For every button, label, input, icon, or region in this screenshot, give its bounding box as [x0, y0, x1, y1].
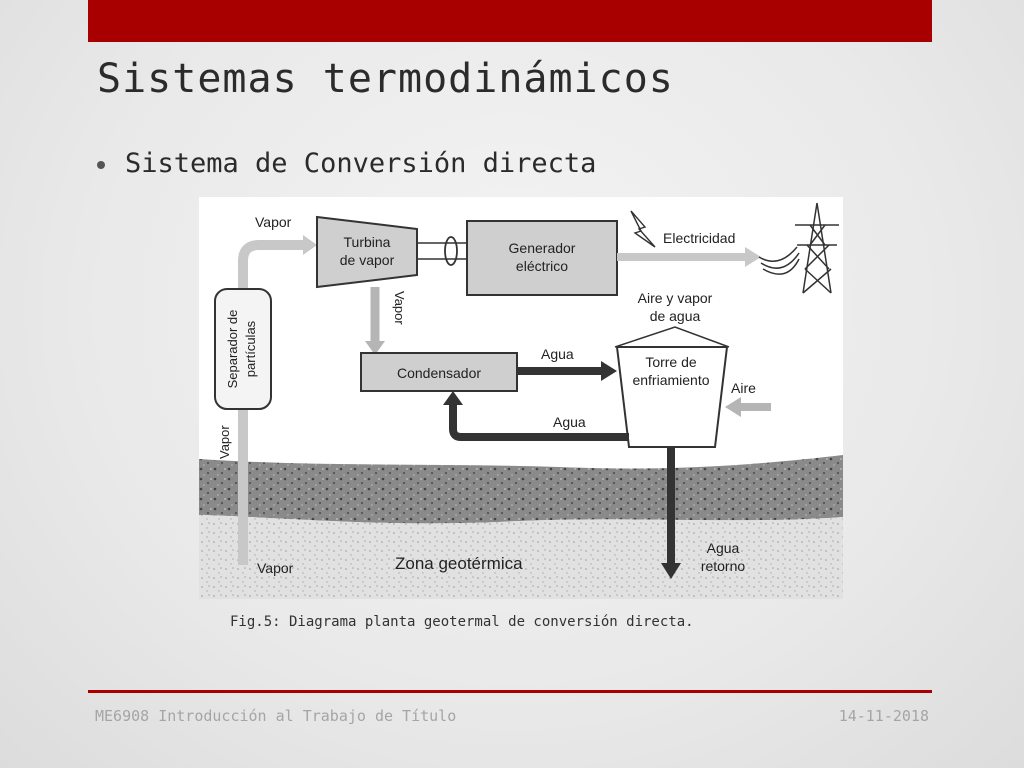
electricity-arrowhead: [745, 247, 761, 267]
generator-label-2: eléctrico: [515, 258, 569, 274]
rotation-icon: [445, 237, 457, 265]
turbine-label-1: Turbina: [343, 234, 391, 250]
air-label: Aire: [731, 380, 756, 396]
bullet-dot-icon: [97, 161, 105, 169]
electricity-label: Electricidad: [663, 230, 736, 246]
water-return-label-2: retorno: [700, 558, 746, 574]
bullet-item: [97, 148, 596, 179]
geothermal-zone-label: Zona geotérmica: [395, 554, 523, 573]
vapor-side-label: Vapor: [217, 425, 232, 459]
geothermal-diagram: [199, 197, 843, 599]
water-return-label-1: Agua: [706, 540, 740, 556]
lightning-icon: [631, 211, 655, 247]
tower-label-2: enfriamiento: [632, 372, 710, 388]
transmission-tower-icon: [759, 203, 839, 293]
slide-title: Sistemas termodinámicos: [97, 56, 674, 102]
footer-course: ME6908 Introducción al Trabajo de Título: [95, 707, 457, 725]
vapor-bottom-label: Vapor: [257, 560, 294, 576]
air-inflow-arrow: [725, 397, 741, 417]
top-accent-bar: [88, 0, 932, 42]
diagram-svg: [199, 197, 843, 599]
water-return-pipe: [453, 403, 629, 437]
cooling-tower-cap: [615, 327, 729, 347]
separator-label-1: Separador de: [225, 309, 240, 389]
water-to-tower-arrow: [601, 361, 617, 381]
vapor-pipe-arrow: [303, 235, 317, 255]
separator-label-2: partículas: [243, 320, 258, 378]
generator-label-1: Generador: [508, 240, 576, 256]
condenser-label: Condensador: [396, 365, 482, 381]
vapor-top-label: Vapor: [255, 214, 292, 230]
tower-label-1: Torre de: [645, 354, 697, 370]
footer-date: 14-11-2018: [838, 707, 929, 725]
water-bottom-label: Agua: [553, 414, 586, 430]
air-vapor-label-2: de agua: [649, 308, 701, 324]
vapor-down-label: Vapor: [392, 291, 407, 325]
figure-caption: Fig.5: Diagrama planta geotermal de conversión directa.: [230, 614, 694, 630]
water-return-arrow: [443, 391, 463, 405]
turbine-label-2: de vapor: [339, 252, 395, 268]
footer-divider: [88, 690, 932, 693]
bullet-text: Sistema de Conversión directa: [125, 148, 597, 179]
air-vapor-label-1: Aire y vapor: [637, 290, 713, 306]
soil-layer-top: [199, 455, 843, 523]
water-top-label: Agua: [541, 346, 574, 362]
